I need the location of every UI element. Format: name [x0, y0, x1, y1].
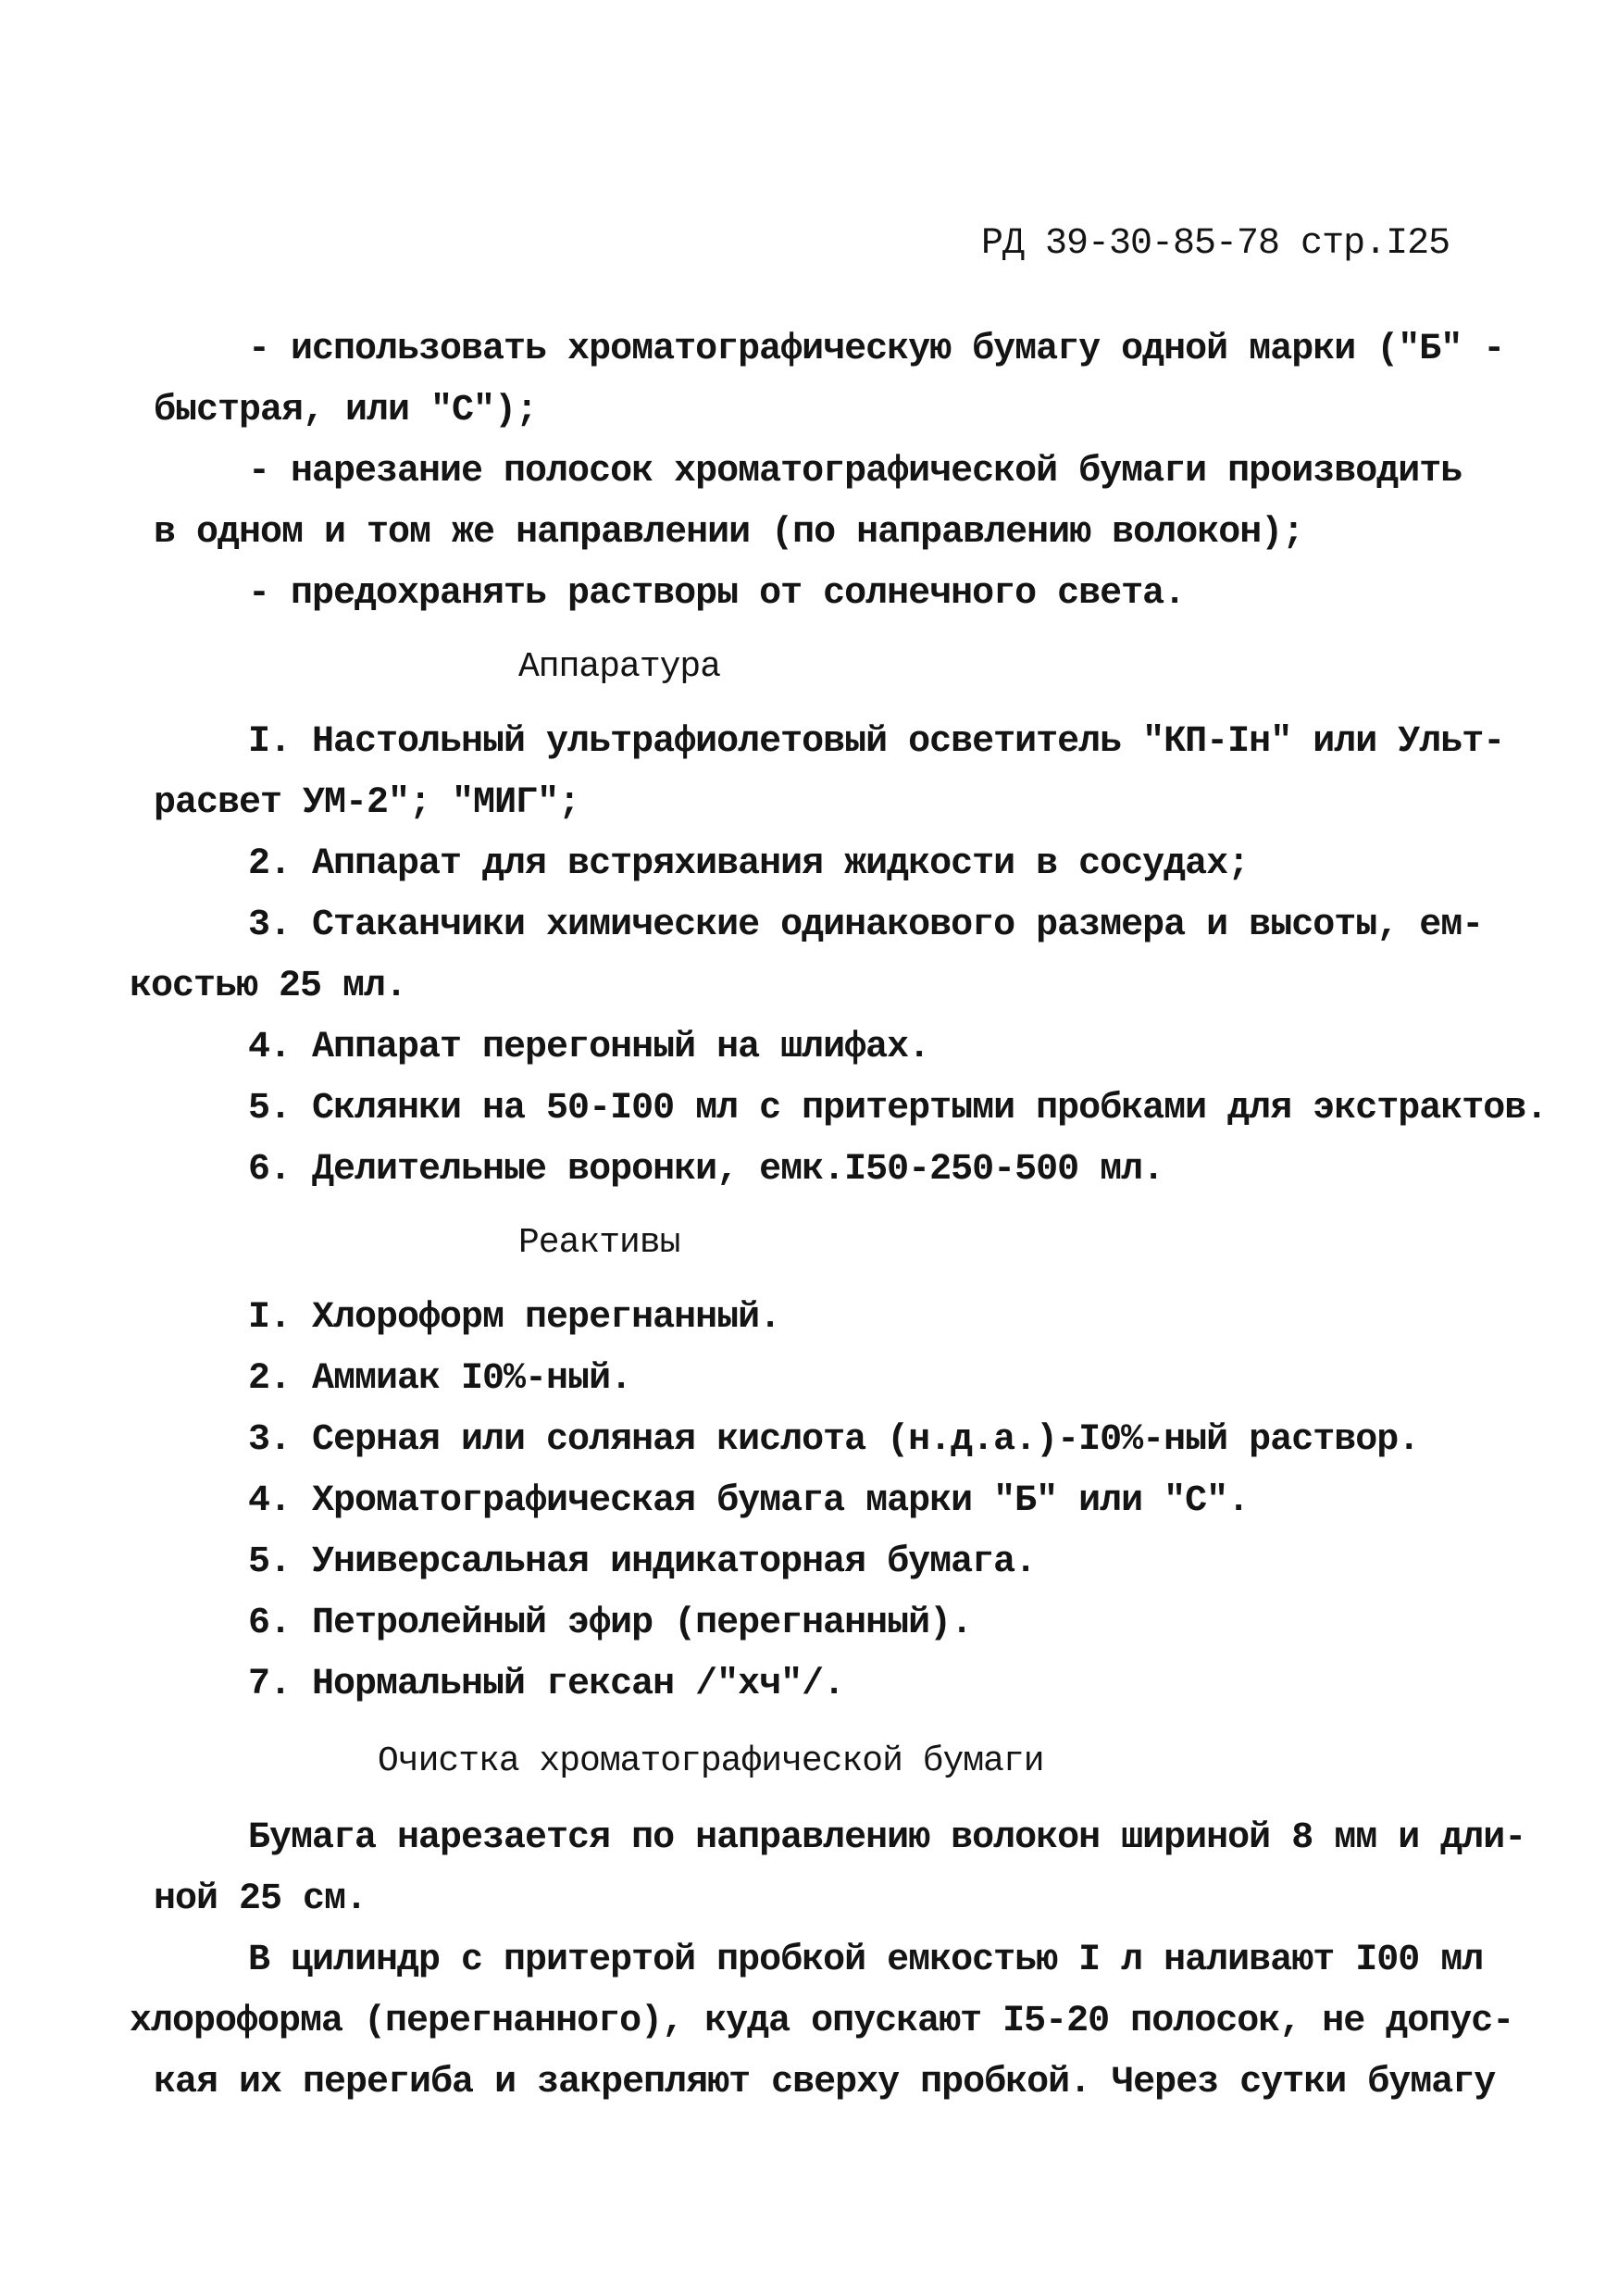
apparatus-line-3: 2. Аппарат для встряхивания жидкости в сосудах; [248, 843, 1250, 885]
apparatus-line-4: 3. Стаканчики химические одинакового размера и высоты, ем- [248, 905, 1484, 946]
intro-line-1: - использовать хроматографическую бумагу одной марки ("Б" - [248, 329, 1505, 370]
cleaning-line-2: ной 25 см. [154, 1878, 367, 1920]
intro-line-3: - нарезание полосок хроматографической бумаги производить [248, 451, 1462, 493]
apparatus-line-2: расвет УМ-2"; "МИГ"; [154, 782, 580, 824]
reagents-line-7: 7. Нормальный гексан /"хч"/. [248, 1664, 845, 1705]
cleaning-line-4: хлороформа (перегнанного), куда опускают I5-20 полосок, не допус- [130, 2001, 1514, 2042]
cleaning-line-1: Бумага нарезается по направлению волокон шириной 8 мм и дли- [248, 1817, 1526, 1859]
reagents-line-2: 2. Аммиак I0%-ный. [248, 1358, 632, 1400]
intro-line-5: - предохранять растворы от солнечного света. [248, 573, 1186, 615]
apparatus-line-7: 5. Склянки на 50-I00 мл с притертыми пробками для экстрактов. [248, 1088, 1548, 1129]
reagents-heading: Реактивы [518, 1223, 680, 1263]
intro-line-2: быстрая, или "С"); [154, 390, 538, 431]
reagents-line-6: 6. Петролейный эфир (перегнанный). [248, 1603, 973, 1644]
apparatus-line-1: I. Настольный ультрафиолетовый осветитель "КП-Iн" или Ульт- [248, 721, 1505, 763]
reagents-line-3: 3. Серная или соляная кислота (н.д.а.)-I0%-ный раствор. [248, 1419, 1420, 1461]
reagents-line-5: 5. Универсальная индикаторная бумага. [248, 1541, 1037, 1583]
cleaning-heading: Очистка хроматографической бумаги [378, 1741, 1044, 1781]
apparatus-heading: Аппаратура [518, 647, 721, 687]
apparatus-line-8: 6. Делительные воронки, емк.I50-250-500 мл. [248, 1149, 1164, 1191]
cleaning-line-3: В цилиндр с притертой пробкой емкостью I л наливают I00 мл [248, 1940, 1484, 1981]
cleaning-line-5: кая их перегиба и закрепляют сверху пробкой. Через сутки бумагу [154, 2062, 1496, 2103]
reagents-line-1: I. Хлороформ перегнанный. [248, 1297, 781, 1339]
intro-line-4: в одном и том же направлении (по направлению волокон); [154, 512, 1304, 554]
apparatus-line-5: костью 25 мл. [130, 966, 407, 1007]
page-header-ref: РД 39-30-85-78 стр.I25 [981, 223, 1450, 265]
apparatus-line-6: 4. Аппарат перегонный на шлифах. [248, 1027, 930, 1068]
reagents-line-4: 4. Хроматографическая бумага марки "Б" или "С". [248, 1480, 1250, 1522]
